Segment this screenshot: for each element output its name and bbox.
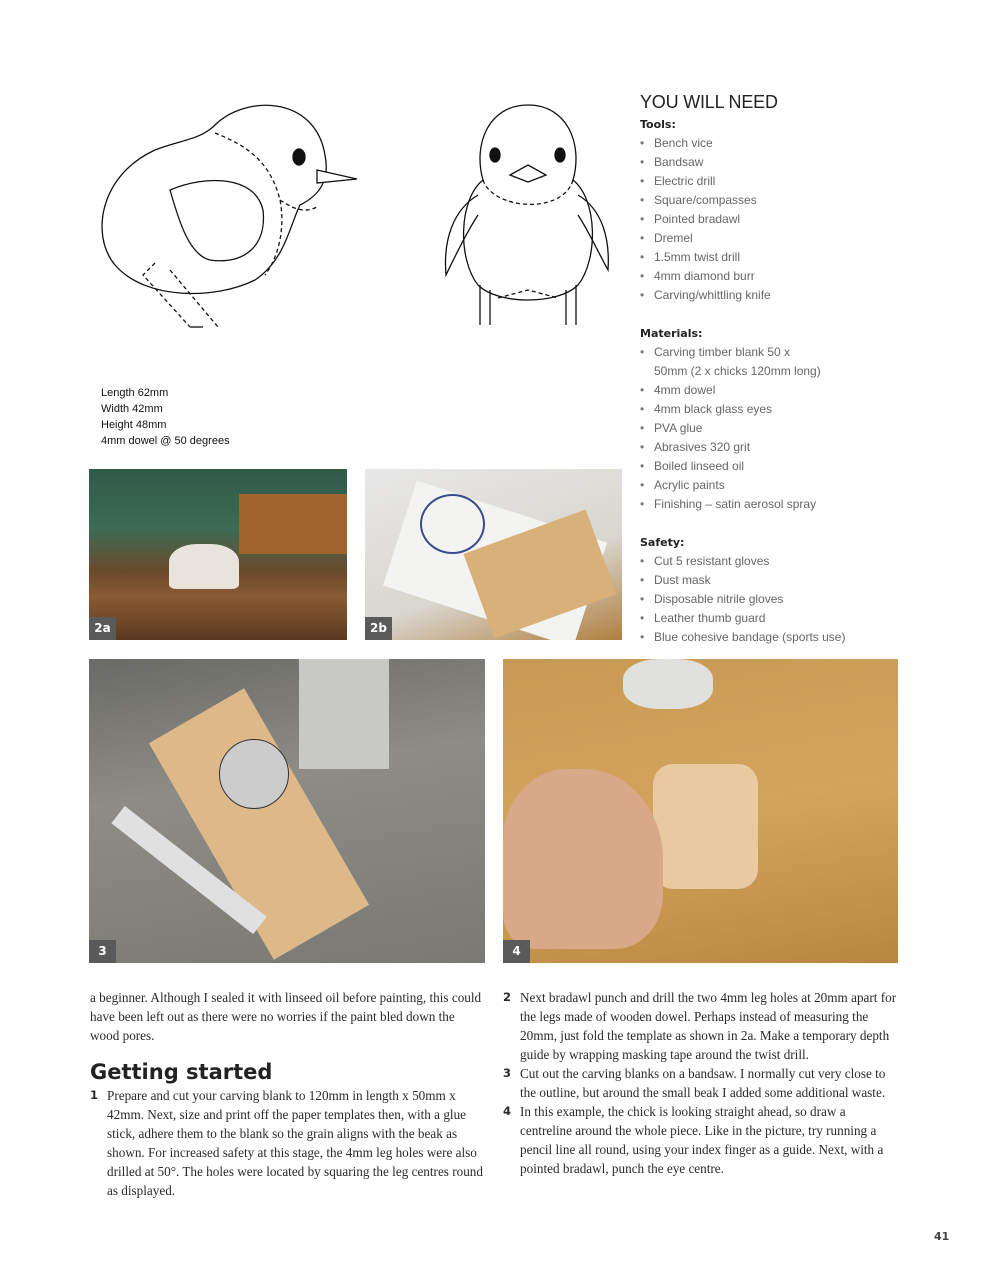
step-text: Next bradawl punch and drill the two 4mm leg holes at 20mm apart for the legs made of wooden dowel. Perhaps instead of measuring the 20mm, just fold the template as shown in 2a. Make a temporary depth guide by wrapping masking tape around the twist drill. [520, 990, 897, 1062]
tools-list [640, 134, 940, 305]
list-item: • 4mm black glass eyes [640, 400, 825, 419]
materials-list [640, 343, 825, 514]
step-4 [503, 1102, 898, 1178]
photo-2a [89, 469, 347, 640]
list-item: • Bench vice [640, 134, 940, 153]
photo-label-4: 4 [503, 940, 530, 963]
step-3 [503, 1064, 898, 1102]
list-item: • Bandsaw [640, 153, 940, 172]
safety-list [640, 552, 940, 647]
page-number: 41 [934, 1230, 950, 1243]
list-item: • Blue cohesive bandage (sports use) [640, 628, 940, 647]
list-item: • Carving timber blank 50 x 50mm (2 x chicks 120mm long) [640, 343, 825, 381]
you-will-need-panel [640, 92, 940, 666]
photo-label-2a: 2a [89, 617, 116, 640]
chick-side-view-drawing [95, 95, 365, 335]
you-will-need-title: YOU WILL NEED [640, 92, 778, 112]
list-item: • Electric drill [640, 172, 940, 191]
intro-paragraph: a beginner. Although I sealed it with linseed oil before painting, this could have been left out as there were no worries if the paint bled down the wood pores. [90, 990, 482, 1043]
list-item: • Boiled linseed oil [640, 457, 825, 476]
dimensions-caption [101, 385, 230, 449]
tools-heading: Tools: [640, 118, 676, 131]
list-item: • Carving/whittling knife [640, 286, 940, 305]
step-number: 4 [503, 1104, 512, 1118]
step-text: Prepare and cut your carving blank to 120mm in length x 50mm x 42mm. Next, size and print off the paper templates then, with a glue stick, adhere them to the blank so the grain aligns with the beak as shown. For increased safety at this stage, the 4mm leg holes were also drilled at 50°. The holes were located by squaring the leg centres round as displayed. [107, 1088, 483, 1198]
list-item: • 1.5mm twist drill [640, 248, 940, 267]
materials-heading: Materials: [640, 327, 703, 340]
list-item: • Pointed bradawl [640, 210, 940, 229]
step-text: In this example, the chick is looking straight ahead, so draw a centreline around the whole piece. Like in the picture, try running a pencil line all round, using your index finger as a guide. Next, with a pointed bradawl, punch the eye centre. [520, 1104, 884, 1176]
list-item: • PVA glue [640, 419, 825, 438]
dimension-dowel: 4mm dowel @ 50 degrees [101, 435, 230, 447]
safety-heading: Safety: [640, 536, 685, 549]
step-2 [503, 988, 898, 1064]
chick-front-view-drawing [438, 100, 618, 330]
list-item: • Cut 5 resistant gloves [640, 552, 940, 571]
dimension-length: Length 62mm [101, 387, 169, 399]
dimension-height: Height 48mm [101, 419, 167, 431]
list-item: • 4mm diamond burr [640, 267, 940, 286]
list-item: • Disposable nitrile gloves [640, 590, 940, 609]
photo-4 [503, 659, 898, 963]
left-column-text [90, 988, 485, 1200]
photo-2b [365, 469, 622, 640]
getting-started-heading: Getting started [90, 1060, 273, 1084]
list-item: • Square/compasses [640, 191, 940, 210]
step-1 [90, 1086, 485, 1200]
list-item: • Dremel [640, 229, 940, 248]
step-number: 3 [503, 1066, 512, 1080]
dimension-width: Width 42mm [101, 403, 163, 415]
list-item: • Leather thumb guard [640, 609, 940, 628]
photo-3 [89, 659, 485, 963]
list-item: • Abrasives 320 grit [640, 438, 825, 457]
step-number: 2 [503, 990, 512, 1004]
right-column-text [503, 988, 898, 1178]
list-item: • Acrylic paints [640, 476, 825, 495]
list-item: • Finishing – satin aerosol spray [640, 495, 825, 514]
step-number: 1 [90, 1088, 99, 1102]
photo-label-2b: 2b [365, 617, 392, 640]
list-item: • 4mm dowel [640, 381, 825, 400]
step-text: Cut out the carving blanks on a bandsaw. I normally cut very close to the outline, but around the small beak I added some additional waste. [520, 1066, 886, 1100]
list-item: • Dust mask [640, 571, 940, 590]
photo-label-3: 3 [89, 940, 116, 963]
